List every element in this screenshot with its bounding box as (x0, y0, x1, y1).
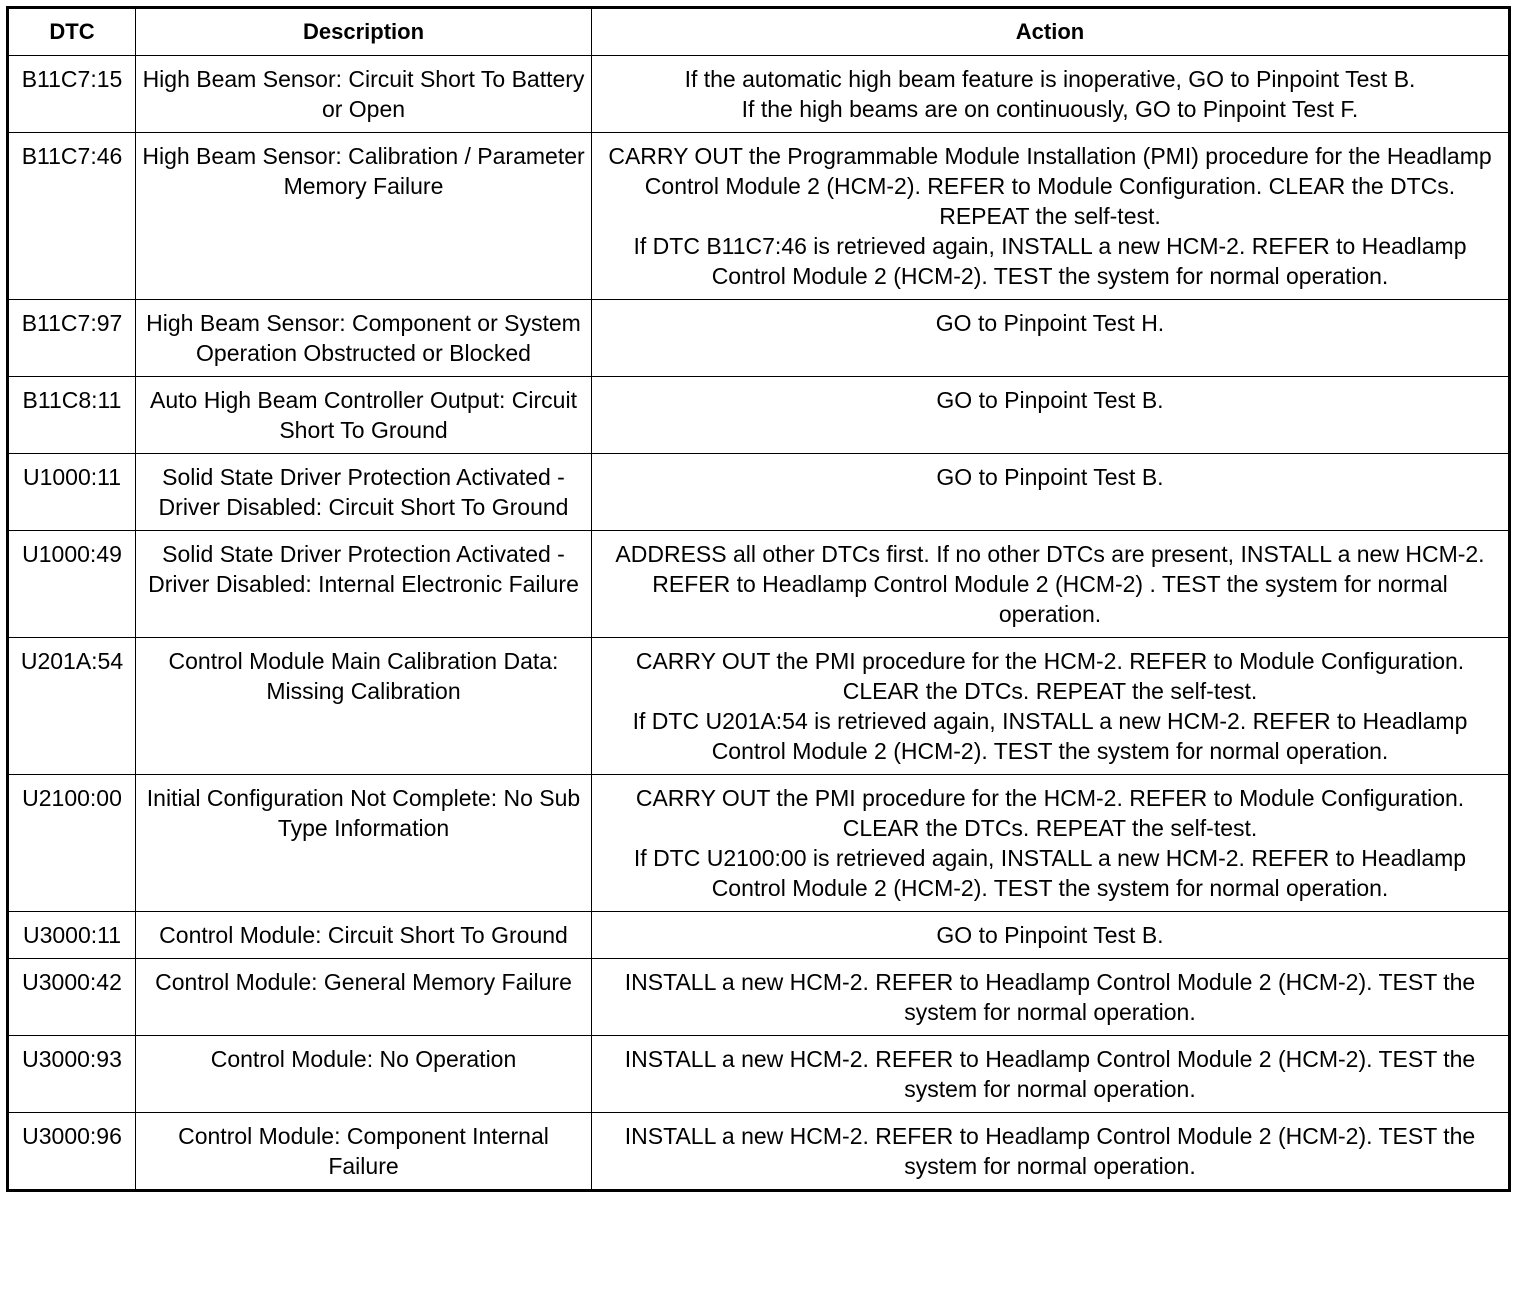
table-row (8, 377, 1510, 454)
dtc-code: U3000:42 (8, 959, 136, 1036)
dtc-action (592, 775, 1510, 912)
header-row (8, 8, 1510, 56)
dtc-code: B11C8:11 (8, 377, 136, 454)
dtc-description: Solid State Driver Protection Activated - Driver Disabled: Internal Electronic Failure (136, 531, 592, 638)
table-row (8, 133, 1510, 300)
dtc-description: High Beam Sensor: Component or System Operation Obstructed or Blocked (136, 300, 592, 377)
dtc-action (592, 531, 1510, 638)
dtc-description: Control Module: Component Internal Failure (136, 1113, 592, 1191)
dtc-action (592, 377, 1510, 454)
dtc-description: Control Module: No Operation (136, 1036, 592, 1113)
action-line: INSTALL a new HCM-2. REFER to Headlamp Control Module 2 (HCM-2). TEST the system for normal operation. (624, 1046, 1476, 1102)
table-row (8, 56, 1510, 133)
action-line: INSTALL a new HCM-2. REFER to Headlamp Control Module 2 (HCM-2). TEST the system for normal operation. (624, 969, 1476, 1025)
dtc-description: Auto High Beam Controller Output: Circuit Short To Ground (136, 377, 592, 454)
dtc-action (592, 454, 1510, 531)
table-row (8, 454, 1510, 531)
action-line: CARRY OUT the PMI procedure for the HCM-2. REFER to Module Configuration. CLEAR the DTCs. REPEAT the self-test. (635, 785, 1465, 841)
table-header (8, 8, 1510, 56)
table-row (8, 959, 1510, 1036)
action-line: ADDRESS all other DTCs first. If no other DTCs are present, INSTALL a new HCM-2. REFER to Headlamp Control Module 2 (HCM-2) . TEST the system for normal operation. (615, 541, 1485, 627)
action-line: If the high beams are on continuously, GO to Pinpoint Test F. (741, 96, 1359, 122)
table-row (8, 775, 1510, 912)
table-row (8, 1036, 1510, 1113)
dtc-action (592, 56, 1510, 133)
dtc-description: High Beam Sensor: Calibration / Parameter Memory Failure (136, 133, 592, 300)
action-line: GO to Pinpoint Test B. (936, 922, 1164, 948)
dtc-code: U3000:96 (8, 1113, 136, 1191)
dtc-action (592, 959, 1510, 1036)
action-line: If DTC U2100:00 is retrieved again, INSTALL a new HCM-2. REFER to Headlamp Control Module 2 (HCM-2). TEST the system for normal operation. (633, 845, 1467, 901)
dtc-table (6, 6, 1511, 1192)
dtc-description: High Beam Sensor: Circuit Short To Battery or Open (136, 56, 592, 133)
dtc-description: Solid State Driver Protection Activated - Driver Disabled: Circuit Short To Ground (136, 454, 592, 531)
action-line: If DTC B11C7:46 is retrieved again, INSTALL a new HCM-2. REFER to Headlamp Control Module 2 (HCM-2). TEST the system for normal operation. (633, 233, 1467, 289)
dtc-code: U3000:11 (8, 912, 136, 959)
action-line: CARRY OUT the PMI procedure for the HCM-2. REFER to Module Configuration. CLEAR the DTCs. REPEAT the self-test. (635, 648, 1465, 704)
dtc-code: U1000:11 (8, 454, 136, 531)
action-line: GO to Pinpoint Test B. (936, 387, 1164, 413)
table-row (8, 1113, 1510, 1191)
action-line: If DTC U201A:54 is retrieved again, INSTALL a new HCM-2. REFER to Headlamp Control Module 2 (HCM-2). TEST the system for normal operation. (632, 708, 1468, 764)
header-description: Description (136, 8, 592, 56)
dtc-description: Control Module: General Memory Failure (136, 959, 592, 1036)
dtc-code: B11C7:15 (8, 56, 136, 133)
dtc-action (592, 133, 1510, 300)
dtc-action (592, 638, 1510, 775)
action-line: If the automatic high beam feature is inoperative, GO to Pinpoint Test B. (684, 66, 1416, 92)
dtc-description: Initial Configuration Not Complete: No Sub Type Information (136, 775, 592, 912)
header-dtc: DTC (8, 8, 136, 56)
table-row (8, 912, 1510, 959)
action-line: INSTALL a new HCM-2. REFER to Headlamp Control Module 2 (HCM-2). TEST the system for normal operation. (624, 1123, 1476, 1179)
header-action: Action (592, 8, 1510, 56)
dtc-code: U2100:00 (8, 775, 136, 912)
table-row (8, 300, 1510, 377)
dtc-code: U1000:49 (8, 531, 136, 638)
dtc-code: U3000:93 (8, 1036, 136, 1113)
dtc-action (592, 1113, 1510, 1191)
dtc-code: U201A:54 (8, 638, 136, 775)
dtc-description: Control Module: Circuit Short To Ground (136, 912, 592, 959)
action-line: GO to Pinpoint Test B. (936, 464, 1164, 490)
dtc-code: B11C7:97 (8, 300, 136, 377)
dtc-action (592, 912, 1510, 959)
dtc-action (592, 1036, 1510, 1113)
dtc-code: B11C7:46 (8, 133, 136, 300)
table-body (8, 56, 1510, 1191)
dtc-action (592, 300, 1510, 377)
table-row (8, 638, 1510, 775)
action-line: GO to Pinpoint Test H. (935, 310, 1165, 336)
dtc-description: Control Module Main Calibration Data: Missing Calibration (136, 638, 592, 775)
action-line: CARRY OUT the Programmable Module Installation (PMI) procedure for the Headlamp Control Module 2 (HCM-2). REFER to Module Configuration. CLEAR the DTCs. REPEAT the self-test. (608, 143, 1492, 229)
table-row (8, 531, 1510, 638)
